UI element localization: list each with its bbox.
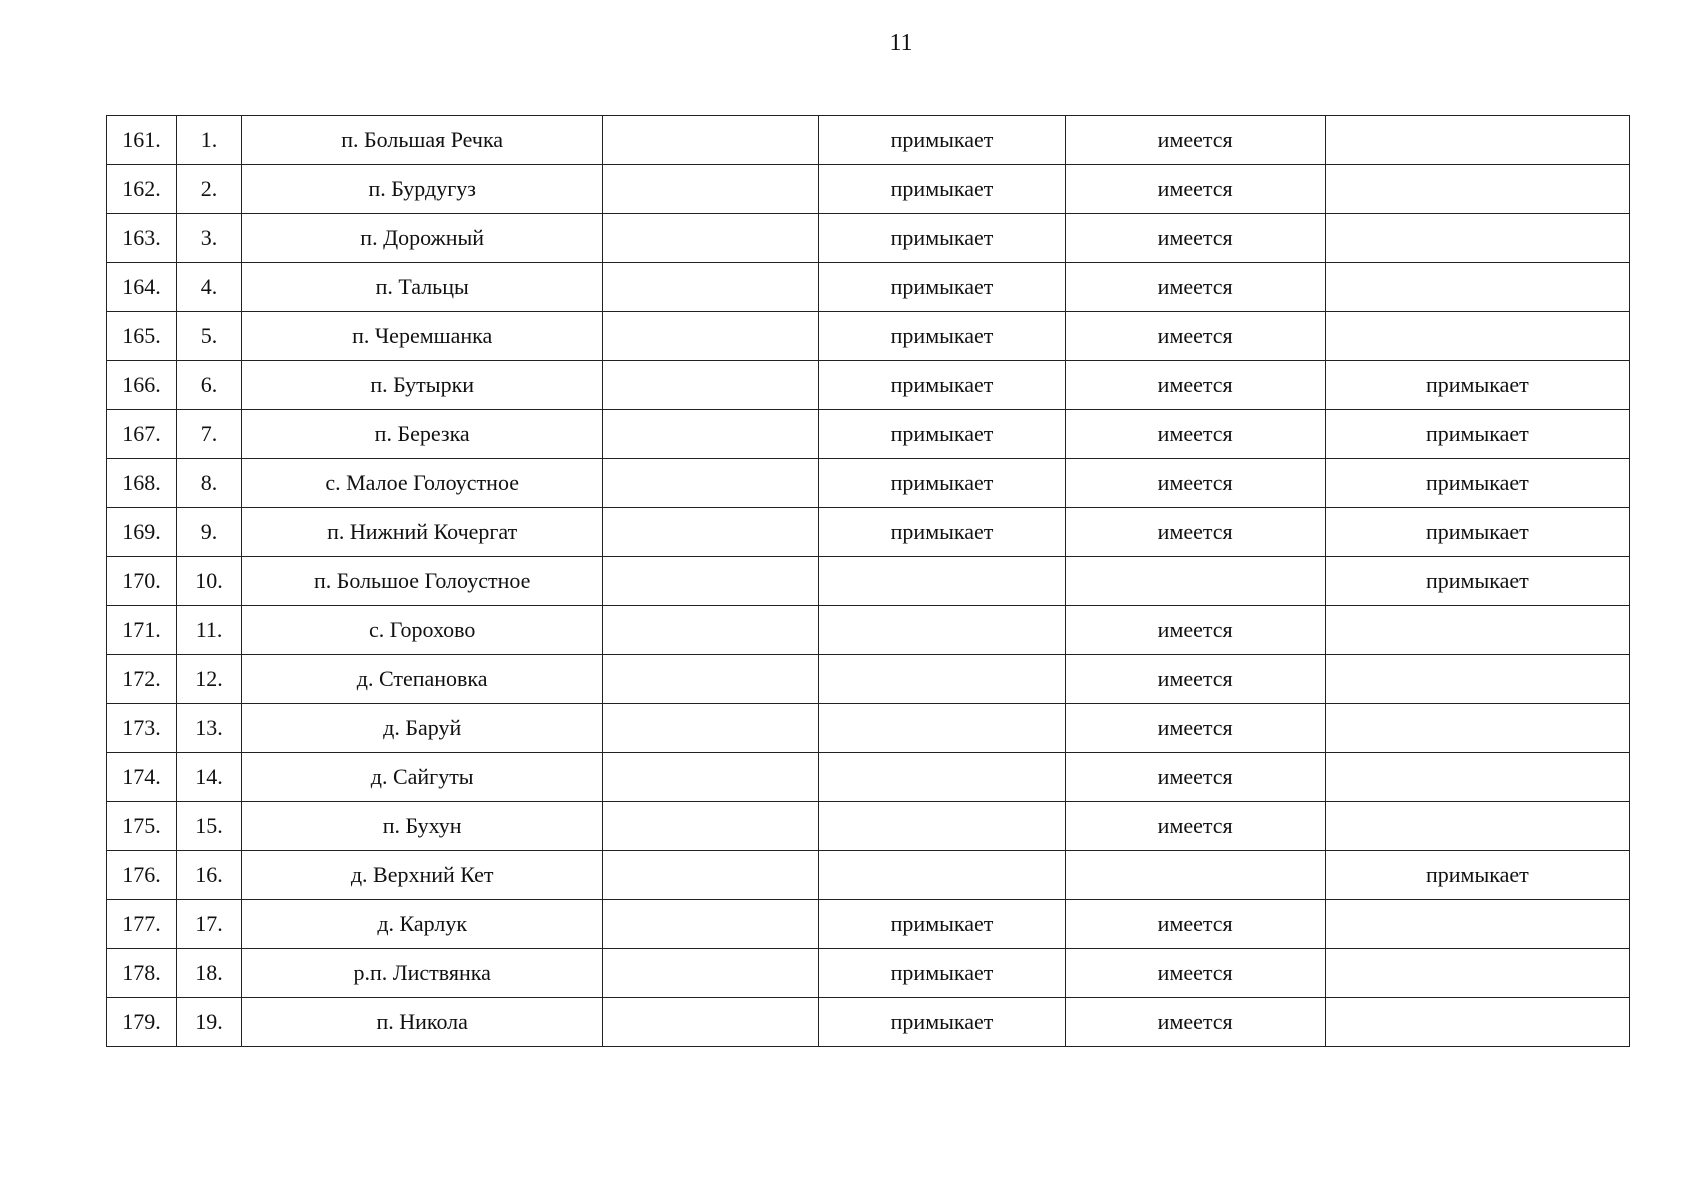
column-7-cell xyxy=(1325,165,1629,214)
table-row xyxy=(107,263,1630,312)
sub-number-cell: 1. xyxy=(177,116,242,165)
column-6-cell: имеется xyxy=(1065,410,1325,459)
column-5-cell: примыкает xyxy=(819,508,1065,557)
column-6-cell: имеется xyxy=(1065,606,1325,655)
table-row xyxy=(107,753,1630,802)
column-4-cell xyxy=(603,165,819,214)
settlement-name-cell: п. Дорожный xyxy=(242,214,603,263)
column-5-cell xyxy=(819,753,1065,802)
table-row xyxy=(107,900,1630,949)
sub-number-cell: 7. xyxy=(177,410,242,459)
table-row xyxy=(107,802,1630,851)
row-number-cell: 179. xyxy=(107,998,177,1047)
settlement-name-cell: р.п. Листвянка xyxy=(242,949,603,998)
table-body xyxy=(107,116,1630,1047)
column-7-cell xyxy=(1325,949,1629,998)
column-4-cell xyxy=(603,704,819,753)
column-5-cell: примыкает xyxy=(819,165,1065,214)
column-4-cell xyxy=(603,214,819,263)
table-row xyxy=(107,949,1630,998)
row-number-cell: 170. xyxy=(107,557,177,606)
column-5-cell: примыкает xyxy=(819,116,1065,165)
sub-number-cell: 10. xyxy=(177,557,242,606)
column-5-cell xyxy=(819,704,1065,753)
table-row xyxy=(107,116,1630,165)
settlement-name-cell: п. Большое Голоустное xyxy=(242,557,603,606)
sub-number-cell: 19. xyxy=(177,998,242,1047)
table-row xyxy=(107,704,1630,753)
column-5-cell: примыкает xyxy=(819,214,1065,263)
settlement-name-cell: д. Степановка xyxy=(242,655,603,704)
column-6-cell xyxy=(1065,557,1325,606)
column-6-cell xyxy=(1065,851,1325,900)
row-number-cell: 165. xyxy=(107,312,177,361)
row-number-cell: 164. xyxy=(107,263,177,312)
row-number-cell: 174. xyxy=(107,753,177,802)
column-7-cell xyxy=(1325,263,1629,312)
column-4-cell xyxy=(603,459,819,508)
settlement-name-cell: п. Черемшанка xyxy=(242,312,603,361)
column-7-cell xyxy=(1325,312,1629,361)
column-4-cell xyxy=(603,606,819,655)
column-6-cell: имеется xyxy=(1065,655,1325,704)
column-4-cell xyxy=(603,753,819,802)
row-number-cell: 168. xyxy=(107,459,177,508)
table-row xyxy=(107,459,1630,508)
row-number-cell: 176. xyxy=(107,851,177,900)
row-number-cell: 175. xyxy=(107,802,177,851)
column-6-cell: имеется xyxy=(1065,459,1325,508)
row-number-cell: 171. xyxy=(107,606,177,655)
sub-number-cell: 6. xyxy=(177,361,242,410)
column-4-cell xyxy=(603,263,819,312)
column-6-cell: имеется xyxy=(1065,753,1325,802)
settlement-name-cell: д. Карлук xyxy=(242,900,603,949)
column-4-cell xyxy=(603,410,819,459)
column-6-cell: имеется xyxy=(1065,116,1325,165)
page-number: 11 xyxy=(889,30,913,56)
sub-number-cell: 16. xyxy=(177,851,242,900)
column-5-cell xyxy=(819,802,1065,851)
column-4-cell xyxy=(603,312,819,361)
sub-number-cell: 12. xyxy=(177,655,242,704)
column-5-cell xyxy=(819,851,1065,900)
table-row xyxy=(107,655,1630,704)
column-4-cell xyxy=(603,116,819,165)
column-5-cell: примыкает xyxy=(819,459,1065,508)
settlement-name-cell: д. Баруй xyxy=(242,704,603,753)
settlement-name-cell: п. Нижний Кочергат xyxy=(242,508,603,557)
column-7-cell xyxy=(1325,753,1629,802)
row-number-cell: 162. xyxy=(107,165,177,214)
column-4-cell xyxy=(603,655,819,704)
column-4-cell xyxy=(603,802,819,851)
column-7-cell xyxy=(1325,900,1629,949)
sub-number-cell: 13. xyxy=(177,704,242,753)
sub-number-cell: 5. xyxy=(177,312,242,361)
settlement-name-cell: п. Тальцы xyxy=(242,263,603,312)
table-row xyxy=(107,361,1630,410)
settlement-name-cell: с. Горохово xyxy=(242,606,603,655)
column-7-cell xyxy=(1325,214,1629,263)
sub-number-cell: 14. xyxy=(177,753,242,802)
row-number-cell: 166. xyxy=(107,361,177,410)
column-7-cell xyxy=(1325,998,1629,1047)
column-5-cell: примыкает xyxy=(819,312,1065,361)
sub-number-cell: 4. xyxy=(177,263,242,312)
settlement-name-cell: п. Никола xyxy=(242,998,603,1047)
column-6-cell: имеется xyxy=(1065,704,1325,753)
column-7-cell: примыкает xyxy=(1325,508,1629,557)
row-number-cell: 169. xyxy=(107,508,177,557)
table-row xyxy=(107,165,1630,214)
table-row xyxy=(107,998,1630,1047)
column-4-cell xyxy=(603,998,819,1047)
column-6-cell: имеется xyxy=(1065,998,1325,1047)
settlement-name-cell: д. Верхний Кет xyxy=(242,851,603,900)
column-6-cell: имеется xyxy=(1065,312,1325,361)
column-7-cell xyxy=(1325,802,1629,851)
row-number-cell: 178. xyxy=(107,949,177,998)
table-row xyxy=(107,851,1630,900)
column-7-cell: примыкает xyxy=(1325,410,1629,459)
sub-number-cell: 2. xyxy=(177,165,242,214)
sub-number-cell: 8. xyxy=(177,459,242,508)
column-7-cell: примыкает xyxy=(1325,459,1629,508)
column-4-cell xyxy=(603,851,819,900)
column-4-cell xyxy=(603,900,819,949)
settlement-name-cell: п. Большая Речка xyxy=(242,116,603,165)
row-number-cell: 161. xyxy=(107,116,177,165)
column-4-cell xyxy=(603,361,819,410)
sub-number-cell: 11. xyxy=(177,606,242,655)
column-6-cell: имеется xyxy=(1065,508,1325,557)
sub-number-cell: 15. xyxy=(177,802,242,851)
settlement-name-cell: д. Сайгуты xyxy=(242,753,603,802)
column-4-cell xyxy=(603,949,819,998)
column-7-cell xyxy=(1325,606,1629,655)
column-4-cell xyxy=(603,508,819,557)
table-row xyxy=(107,410,1630,459)
sub-number-cell: 18. xyxy=(177,949,242,998)
row-number-cell: 173. xyxy=(107,704,177,753)
column-5-cell: примыкает xyxy=(819,263,1065,312)
table-row xyxy=(107,312,1630,361)
column-7-cell xyxy=(1325,704,1629,753)
table-row xyxy=(107,214,1630,263)
column-6-cell: имеется xyxy=(1065,214,1325,263)
table-row xyxy=(107,508,1630,557)
column-6-cell: имеется xyxy=(1065,361,1325,410)
column-5-cell xyxy=(819,655,1065,704)
column-7-cell: примыкает xyxy=(1325,361,1629,410)
column-5-cell: примыкает xyxy=(819,900,1065,949)
settlement-name-cell: с. Малое Голоустное xyxy=(242,459,603,508)
row-number-cell: 172. xyxy=(107,655,177,704)
column-5-cell xyxy=(819,606,1065,655)
column-6-cell: имеется xyxy=(1065,900,1325,949)
column-6-cell: имеется xyxy=(1065,949,1325,998)
settlement-name-cell: п. Бурдугуз xyxy=(242,165,603,214)
column-6-cell: имеется xyxy=(1065,263,1325,312)
column-7-cell: примыкает xyxy=(1325,851,1629,900)
column-7-cell xyxy=(1325,116,1629,165)
sub-number-cell: 17. xyxy=(177,900,242,949)
column-6-cell: имеется xyxy=(1065,802,1325,851)
column-5-cell: примыкает xyxy=(819,361,1065,410)
settlement-name-cell: п. Бутырки xyxy=(242,361,603,410)
row-number-cell: 177. xyxy=(107,900,177,949)
column-6-cell: имеется xyxy=(1065,165,1325,214)
table-row xyxy=(107,557,1630,606)
table-row xyxy=(107,606,1630,655)
column-5-cell xyxy=(819,557,1065,606)
settlements-table xyxy=(106,115,1630,1047)
column-7-cell: примыкает xyxy=(1325,557,1629,606)
row-number-cell: 167. xyxy=(107,410,177,459)
sub-number-cell: 9. xyxy=(177,508,242,557)
settlement-name-cell: п. Березка xyxy=(242,410,603,459)
column-5-cell: примыкает xyxy=(819,949,1065,998)
settlement-name-cell: п. Бухун xyxy=(242,802,603,851)
row-number-cell: 163. xyxy=(107,214,177,263)
column-7-cell xyxy=(1325,655,1629,704)
column-5-cell: примыкает xyxy=(819,410,1065,459)
sub-number-cell: 3. xyxy=(177,214,242,263)
column-5-cell: примыкает xyxy=(819,998,1065,1047)
column-4-cell xyxy=(603,557,819,606)
